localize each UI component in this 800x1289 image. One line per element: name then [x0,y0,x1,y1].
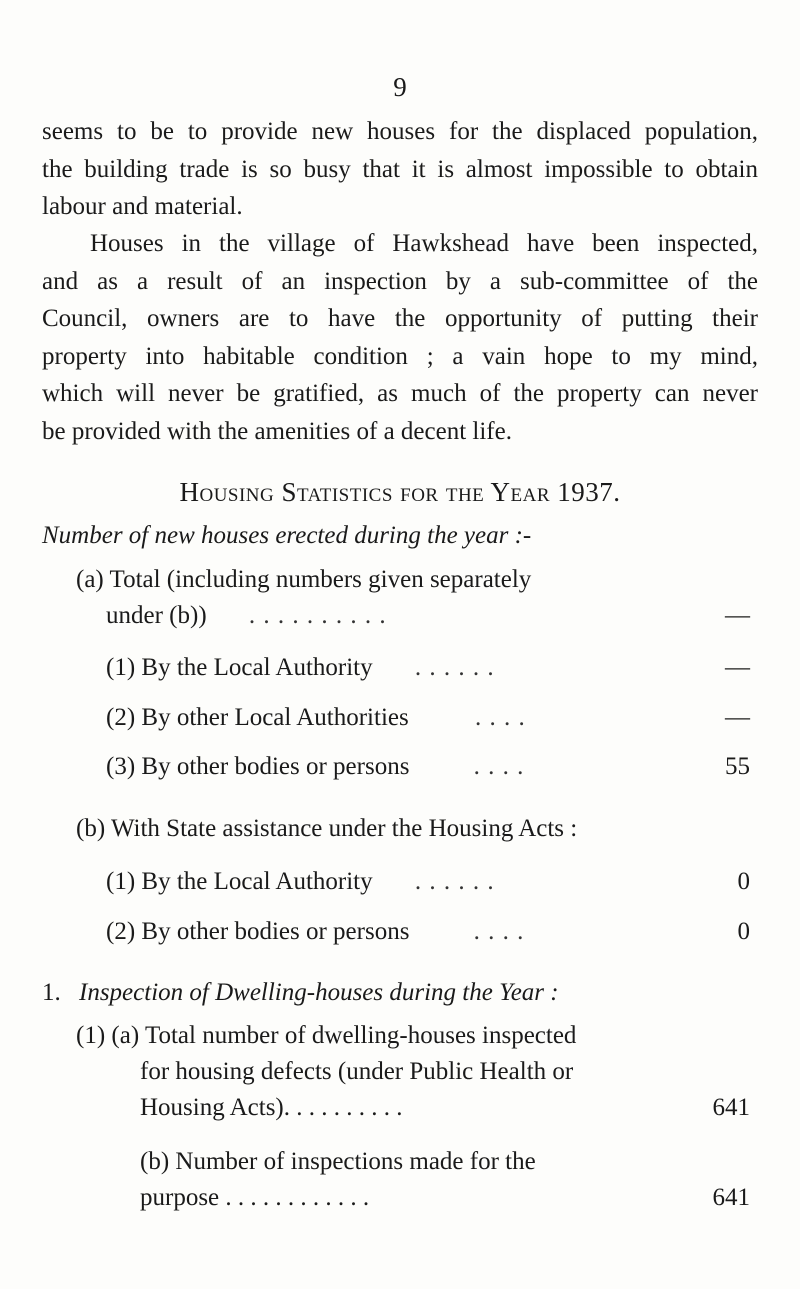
item-b1-label: (1) By the Local Authority [106,868,373,895]
item-b-label: (b) With State assistance under the Housing Acts : [76,815,578,842]
paragraph-line: the building trade is so busy that it is almost impossible to obtain [42,155,758,183]
item-a3-row [106,753,524,781]
item-b2-value: 0 [737,918,750,945]
page-number: 9 [393,72,407,102]
item-a-label-line2-text: under (b)) [106,602,207,629]
paragraph-line: be provided with the amenities of a decent life. [42,417,512,445]
section-heading: Housing Statistics for the Year 1937. [179,477,621,507]
paragraph-line: property into habitable condition ; a vain hope to my mind, [42,342,758,370]
item-a2-row [106,704,526,732]
paragraph-line: Houses in the village of Hawkshead have been inspected, [90,230,758,257]
item-b2-label: (2) By other bodies or persons [106,918,410,945]
paragraph-line: which will never be gratified, as much of the property can never [42,380,758,407]
intro-paragraph [42,113,758,226]
dot-leader: . . . . . . [414,868,495,895]
item-a3-value: 55 [725,753,750,780]
dot-leader: . . . . . . . . . . [248,602,387,629]
paragraph-line: Council, owners are to have the opportunity of putting their [42,305,758,332]
inspection-1b-value: 641 [712,1184,750,1211]
paragraph-line: labour and material. [42,193,243,220]
paragraph-line: seems to be to provide new houses for the displaced population, [42,118,758,145]
second-paragraph [42,225,758,450]
inspection-1a-value: 641 [712,1094,750,1121]
item-a1-value: — [725,654,750,681]
item-a3-label: (3) By other bodies or persons [106,753,410,780]
inspection-1b-line2: purpose . . . . . . . . . . . . [140,1184,370,1211]
inspection-title-row [42,979,559,1007]
item-a2-value: — [725,704,750,731]
dot-leader: . . . . . . [414,654,495,681]
dot-leader: . . . . [473,753,525,780]
inspection-1b-line1: (b) Number of inspections made for the [140,1148,536,1175]
item-a1-row [106,654,495,682]
item-b2-row [106,918,524,946]
item-a-label-line1: (a) Total (including numbers given separately [76,566,532,593]
item-a1-label: (1) By the Local Authority [106,654,373,681]
paragraph-line: and as a result of an inspection by a sub-committee of the [42,267,758,295]
dot-leader: . . . . [474,704,526,731]
item-a2-label: (2) By other Local Authorities [106,704,409,731]
item-b1-value: 0 [737,868,750,895]
inspection-1a-line3: Housing Acts). . . . . . . . . . [140,1094,403,1121]
inspection-1a-line1: (1) (a) Total number of dwelling-houses inspected [76,1022,577,1049]
inspection-1a-line2: for housing defects (under Public Health or [140,1058,574,1085]
new-houses-title: Number of new houses erected during the year :- [42,522,532,549]
item-a-value: — [725,602,750,629]
item-a-label-line2 [106,602,387,630]
inspection-title: Inspection of Dwelling-houses during the Year : [79,979,559,1006]
inspection-number: 1. [42,979,61,1006]
dot-leader: . . . . [473,918,525,945]
item-b1-row [106,868,495,896]
